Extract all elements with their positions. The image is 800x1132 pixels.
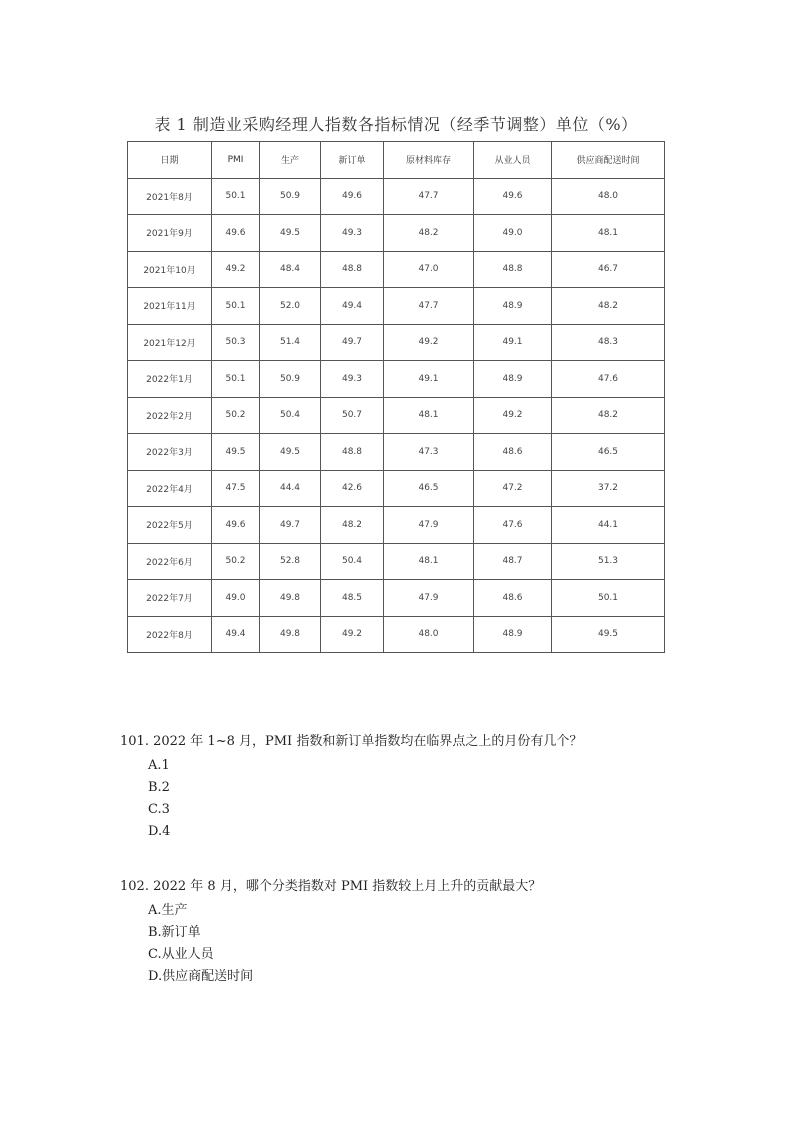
cell-pmi: 47.5 bbox=[212, 470, 260, 507]
cell-employment: 48.9 bbox=[474, 361, 552, 398]
question-102 bbox=[120, 875, 541, 988]
cell-employment: 48.8 bbox=[474, 251, 552, 288]
cell-date: 2021年8月 bbox=[128, 178, 212, 215]
cell-date: 2021年12月 bbox=[128, 324, 212, 361]
cell-new-orders: 48.8 bbox=[321, 251, 384, 288]
cell-date: 2022年6月 bbox=[128, 543, 212, 580]
cell-new-orders: 50.7 bbox=[321, 397, 384, 434]
cell-employment: 47.6 bbox=[474, 507, 552, 544]
cell-production: 50.9 bbox=[260, 178, 321, 215]
cell-production: 52.8 bbox=[260, 543, 321, 580]
cell-pmi: 49.6 bbox=[212, 507, 260, 544]
option-a: A.生产 bbox=[148, 903, 188, 918]
cell-date: 2022年1月 bbox=[128, 361, 212, 398]
cell-employment: 49.2 bbox=[474, 397, 552, 434]
cell-employment: 49.0 bbox=[474, 215, 552, 252]
header-production: 生产 bbox=[260, 142, 321, 179]
cell-pmi: 50.3 bbox=[212, 324, 260, 361]
cell-raw-material-inventory: 48.0 bbox=[384, 616, 474, 653]
cell-production: 50.4 bbox=[260, 397, 321, 434]
cell-employment: 49.1 bbox=[474, 324, 552, 361]
table-row bbox=[128, 434, 665, 471]
cell-raw-material-inventory: 49.1 bbox=[384, 361, 474, 398]
cell-production: 49.5 bbox=[260, 215, 321, 252]
cell-pmi: 49.2 bbox=[212, 251, 260, 288]
cell-raw-material-inventory: 46.5 bbox=[384, 470, 474, 507]
table-row bbox=[128, 616, 665, 653]
header-supplier-delivery-time: 供应商配送时间 bbox=[552, 142, 665, 179]
cell-employment: 48.6 bbox=[474, 580, 552, 617]
cell-supplier-delivery-time: 46.7 bbox=[552, 251, 665, 288]
cell-employment: 48.7 bbox=[474, 543, 552, 580]
cell-raw-material-inventory: 47.9 bbox=[384, 580, 474, 617]
cell-date: 2022年8月 bbox=[128, 616, 212, 653]
header-employment: 从业人员 bbox=[474, 142, 552, 179]
header-pmi: PMI bbox=[212, 142, 260, 179]
cell-pmi: 50.1 bbox=[212, 361, 260, 398]
cell-date: 2022年7月 bbox=[128, 580, 212, 617]
cell-production: 52.0 bbox=[260, 288, 321, 325]
table-row bbox=[128, 251, 665, 288]
cell-raw-material-inventory: 47.3 bbox=[384, 434, 474, 471]
cell-supplier-delivery-time: 48.0 bbox=[552, 178, 665, 215]
cell-new-orders: 49.3 bbox=[321, 215, 384, 252]
option-b: B.新订单 bbox=[148, 925, 201, 940]
table-title: 表 1 制造业采购经理人指数各指标情况（经季节调整）单位（%） bbox=[154, 115, 638, 134]
header-new-orders: 新订单 bbox=[321, 142, 384, 179]
cell-production: 51.4 bbox=[260, 324, 321, 361]
table-row bbox=[128, 361, 665, 398]
cell-raw-material-inventory: 48.2 bbox=[384, 215, 474, 252]
cell-new-orders: 48.5 bbox=[321, 580, 384, 617]
cell-raw-material-inventory: 49.2 bbox=[384, 324, 474, 361]
header-date: 日期 bbox=[128, 142, 212, 179]
question-stem: 101. 2022 年 1~8 月，PMI 指数和新订单指数均在临界点之上的月份有几个？ bbox=[120, 734, 583, 749]
option-a: A.1 bbox=[148, 758, 170, 773]
option-d: D.4 bbox=[148, 824, 171, 839]
cell-supplier-delivery-time: 49.5 bbox=[552, 616, 665, 653]
cell-date: 2022年5月 bbox=[128, 507, 212, 544]
option-d: D.供应商配送时间 bbox=[148, 969, 254, 984]
table-header-row bbox=[128, 142, 665, 179]
cell-supplier-delivery-time: 48.2 bbox=[552, 397, 665, 434]
cell-pmi: 49.6 bbox=[212, 215, 260, 252]
table-row bbox=[128, 580, 665, 617]
cell-supplier-delivery-time: 50.1 bbox=[552, 580, 665, 617]
cell-supplier-delivery-time: 44.1 bbox=[552, 507, 665, 544]
option-c: C.从业人员 bbox=[148, 947, 214, 962]
header-raw-material-inventory: 原材料库存 bbox=[384, 142, 474, 179]
question-101 bbox=[120, 730, 582, 843]
cell-production: 49.5 bbox=[260, 434, 321, 471]
cell-date: 2022年4月 bbox=[128, 470, 212, 507]
cell-production: 49.7 bbox=[260, 507, 321, 544]
cell-employment: 49.6 bbox=[474, 178, 552, 215]
table-row bbox=[128, 288, 665, 325]
cell-supplier-delivery-time: 37.2 bbox=[552, 470, 665, 507]
cell-pmi: 50.1 bbox=[212, 288, 260, 325]
cell-pmi: 49.5 bbox=[212, 434, 260, 471]
cell-new-orders: 42.6 bbox=[321, 470, 384, 507]
cell-production: 44.4 bbox=[260, 470, 321, 507]
cell-production: 49.8 bbox=[260, 580, 321, 617]
cell-new-orders: 49.4 bbox=[321, 288, 384, 325]
cell-date: 2021年9月 bbox=[128, 215, 212, 252]
cell-date: 2022年2月 bbox=[128, 397, 212, 434]
cell-production: 49.8 bbox=[260, 616, 321, 653]
cell-new-orders: 49.3 bbox=[321, 361, 384, 398]
cell-new-orders: 48.8 bbox=[321, 434, 384, 471]
cell-production: 50.9 bbox=[260, 361, 321, 398]
table-row bbox=[128, 470, 665, 507]
cell-new-orders: 49.2 bbox=[321, 616, 384, 653]
cell-new-orders: 48.2 bbox=[321, 507, 384, 544]
cell-date: 2021年11月 bbox=[128, 288, 212, 325]
option-c: C.3 bbox=[148, 802, 170, 817]
cell-supplier-delivery-time: 51.3 bbox=[552, 543, 665, 580]
cell-pmi: 49.4 bbox=[212, 616, 260, 653]
cell-raw-material-inventory: 47.9 bbox=[384, 507, 474, 544]
cell-raw-material-inventory: 47.7 bbox=[384, 178, 474, 215]
table-row bbox=[128, 397, 665, 434]
cell-employment: 48.9 bbox=[474, 616, 552, 653]
cell-new-orders: 49.7 bbox=[321, 324, 384, 361]
table-row bbox=[128, 507, 665, 544]
cell-raw-material-inventory: 48.1 bbox=[384, 543, 474, 580]
table-row bbox=[128, 215, 665, 252]
cell-supplier-delivery-time: 47.6 bbox=[552, 361, 665, 398]
cell-production: 48.4 bbox=[260, 251, 321, 288]
cell-new-orders: 50.4 bbox=[321, 543, 384, 580]
cell-raw-material-inventory: 47.0 bbox=[384, 251, 474, 288]
cell-date: 2022年3月 bbox=[128, 434, 212, 471]
cell-pmi: 50.1 bbox=[212, 178, 260, 215]
cell-date: 2021年10月 bbox=[128, 251, 212, 288]
pmi-table bbox=[127, 141, 665, 653]
question-stem: 102. 2022 年 8 月，哪个分类指数对 PMI 指数较上月上升的贡献最大？ bbox=[120, 879, 542, 894]
cell-supplier-delivery-time: 46.5 bbox=[552, 434, 665, 471]
cell-pmi: 49.0 bbox=[212, 580, 260, 617]
cell-pmi: 50.2 bbox=[212, 543, 260, 580]
cell-raw-material-inventory: 47.7 bbox=[384, 288, 474, 325]
cell-supplier-delivery-time: 48.2 bbox=[552, 288, 665, 325]
table-row bbox=[128, 178, 665, 215]
cell-new-orders: 49.6 bbox=[321, 178, 384, 215]
cell-supplier-delivery-time: 48.1 bbox=[552, 215, 665, 252]
cell-employment: 48.9 bbox=[474, 288, 552, 325]
cell-pmi: 50.2 bbox=[212, 397, 260, 434]
cell-supplier-delivery-time: 48.3 bbox=[552, 324, 665, 361]
table-row bbox=[128, 324, 665, 361]
cell-employment: 48.6 bbox=[474, 434, 552, 471]
table-row bbox=[128, 543, 665, 580]
option-b: B.2 bbox=[148, 780, 170, 795]
cell-employment: 47.2 bbox=[474, 470, 552, 507]
cell-raw-material-inventory: 48.1 bbox=[384, 397, 474, 434]
